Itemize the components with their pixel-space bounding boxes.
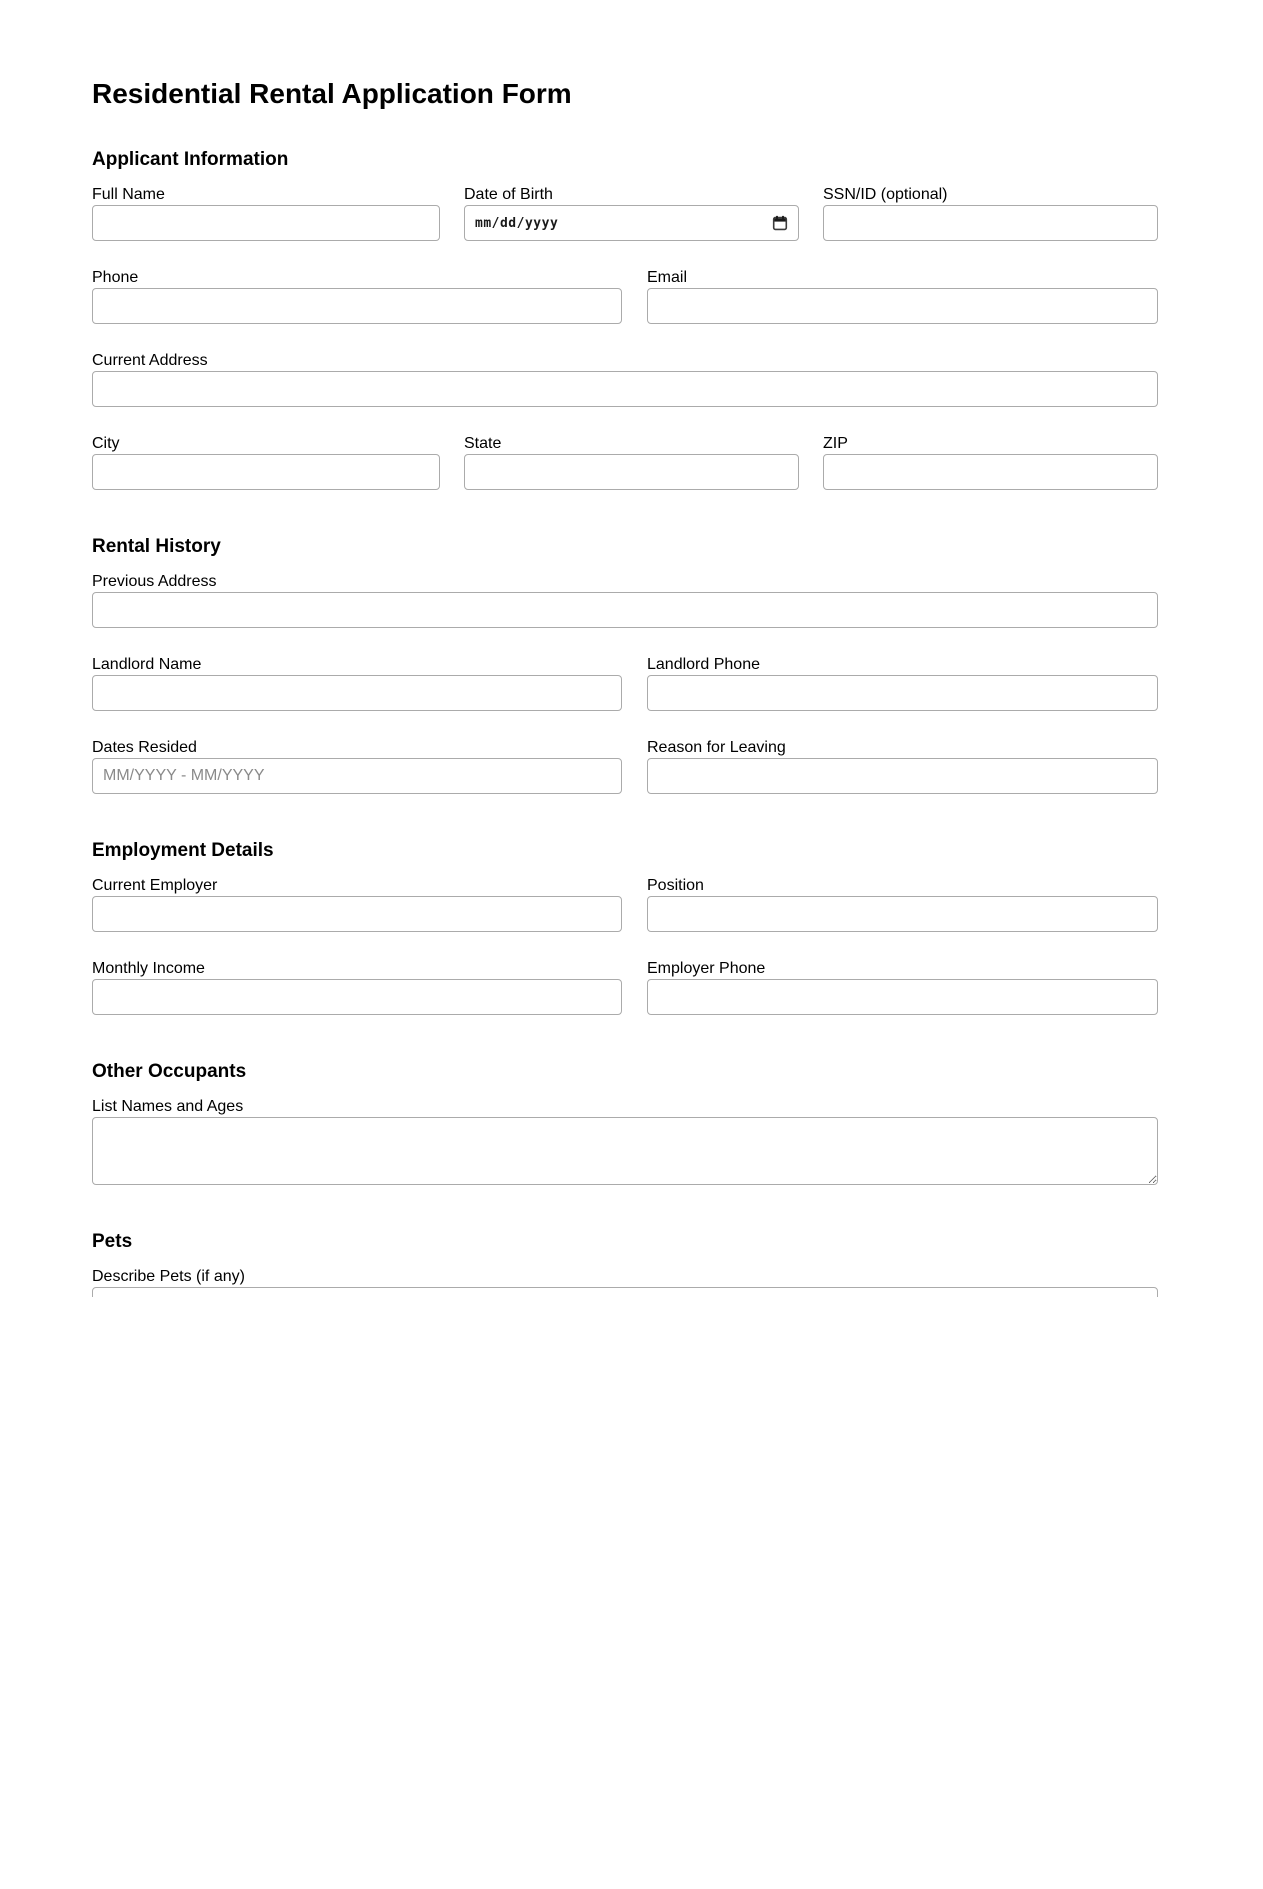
city-input[interactable] — [92, 454, 440, 490]
phone-label: Phone — [92, 269, 139, 286]
field-dates-resided — [92, 739, 622, 794]
row-current-address — [92, 352, 1158, 407]
section-applicant-information — [92, 150, 1158, 490]
landlord-name-label: Landlord Name — [92, 656, 202, 673]
field-previous-address — [92, 573, 1158, 628]
field-phone — [92, 269, 622, 324]
field-current-employer — [92, 877, 622, 932]
row-pets — [92, 1268, 1158, 1297]
reason-for-leaving-input[interactable] — [647, 758, 1158, 794]
landlord-name-input[interactable] — [92, 675, 622, 711]
field-current-address — [92, 352, 1158, 407]
row-occupants — [92, 1098, 1158, 1185]
email-input[interactable] — [647, 288, 1158, 324]
row-previous-address — [92, 573, 1158, 628]
previous-address-input[interactable] — [92, 592, 1158, 628]
field-position — [647, 877, 1158, 932]
date-of-birth-input[interactable] — [464, 205, 799, 241]
position-label: Position — [647, 877, 704, 894]
landlord-phone-label: Landlord Phone — [647, 656, 760, 673]
full-name-input[interactable] — [92, 205, 440, 241]
current-address-label: Current Address — [92, 352, 208, 369]
dates-resided-input[interactable] — [92, 758, 622, 794]
list-names-ages-label: List Names and Ages — [92, 1098, 244, 1115]
row-landlord — [92, 656, 1158, 711]
field-email — [647, 269, 1158, 324]
row-city-state-zip — [92, 435, 1158, 490]
email-label: Email — [647, 269, 688, 286]
other-occupants-heading: Other Occupants — [92, 1061, 247, 1082]
rental-application-form — [92, 0, 1158, 1297]
current-employer-label: Current Employer — [92, 877, 218, 894]
monthly-income-label: Monthly Income — [92, 960, 205, 977]
dates-resided-label: Dates Resided — [92, 739, 197, 756]
employer-phone-label: Employer Phone — [647, 960, 766, 977]
state-label: State — [464, 435, 502, 452]
ssn-label: SSN/ID (optional) — [823, 186, 948, 203]
field-monthly-income — [92, 960, 622, 1015]
field-landlord-phone — [647, 656, 1158, 711]
field-employer-phone — [647, 960, 1158, 1015]
applicant-information-heading: Applicant Information — [92, 149, 289, 170]
calendar-icon[interactable] — [771, 214, 789, 232]
field-full-name — [92, 186, 440, 241]
ssn-input[interactable] — [823, 205, 1158, 241]
city-label: City — [92, 435, 120, 452]
row-dates-reason — [92, 739, 1158, 794]
reason-for-leaving-label: Reason for Leaving — [647, 739, 786, 756]
position-input[interactable] — [647, 896, 1158, 932]
field-landlord-name — [92, 656, 622, 711]
row-name-dob-ssn — [92, 186, 1158, 241]
describe-pets-label: Describe Pets (if any) — [92, 1268, 245, 1285]
current-employer-input[interactable] — [92, 896, 622, 932]
section-pets — [92, 1232, 1158, 1297]
field-list-names-ages — [92, 1098, 1158, 1185]
section-rental-history — [92, 537, 1158, 794]
full-name-label: Full Name — [92, 186, 165, 203]
monthly-income-input[interactable] — [92, 979, 622, 1015]
rental-history-heading: Rental History — [92, 536, 221, 557]
list-names-ages-textarea[interactable] — [92, 1117, 1158, 1185]
section-other-occupants — [92, 1062, 1158, 1185]
describe-pets-textarea[interactable] — [92, 1287, 1158, 1297]
pets-heading: Pets — [92, 1231, 133, 1252]
field-city — [92, 435, 440, 490]
state-input[interactable] — [464, 454, 799, 490]
page-title: Residential Rental Application Form — [92, 78, 572, 109]
row-employer-position — [92, 877, 1158, 932]
date-of-birth-placeholder: mm/dd/yyyy — [475, 215, 559, 231]
landlord-phone-input[interactable] — [647, 675, 1158, 711]
field-zip — [823, 435, 1158, 490]
zip-input[interactable] — [823, 454, 1158, 490]
row-income-employer-phone — [92, 960, 1158, 1015]
phone-input[interactable] — [92, 288, 622, 324]
zip-label: ZIP — [823, 435, 848, 452]
previous-address-label: Previous Address — [92, 573, 217, 590]
date-of-birth-label: Date of Birth — [464, 186, 553, 203]
field-date-of-birth — [464, 186, 799, 241]
field-state — [464, 435, 799, 490]
employer-phone-input[interactable] — [647, 979, 1158, 1015]
field-reason-for-leaving — [647, 739, 1158, 794]
row-phone-email — [92, 269, 1158, 324]
current-address-input[interactable] — [92, 371, 1158, 407]
field-describe-pets — [92, 1268, 1158, 1297]
field-ssn — [823, 186, 1158, 241]
employment-details-heading: Employment Details — [92, 840, 274, 861]
section-employment-details — [92, 841, 1158, 1015]
